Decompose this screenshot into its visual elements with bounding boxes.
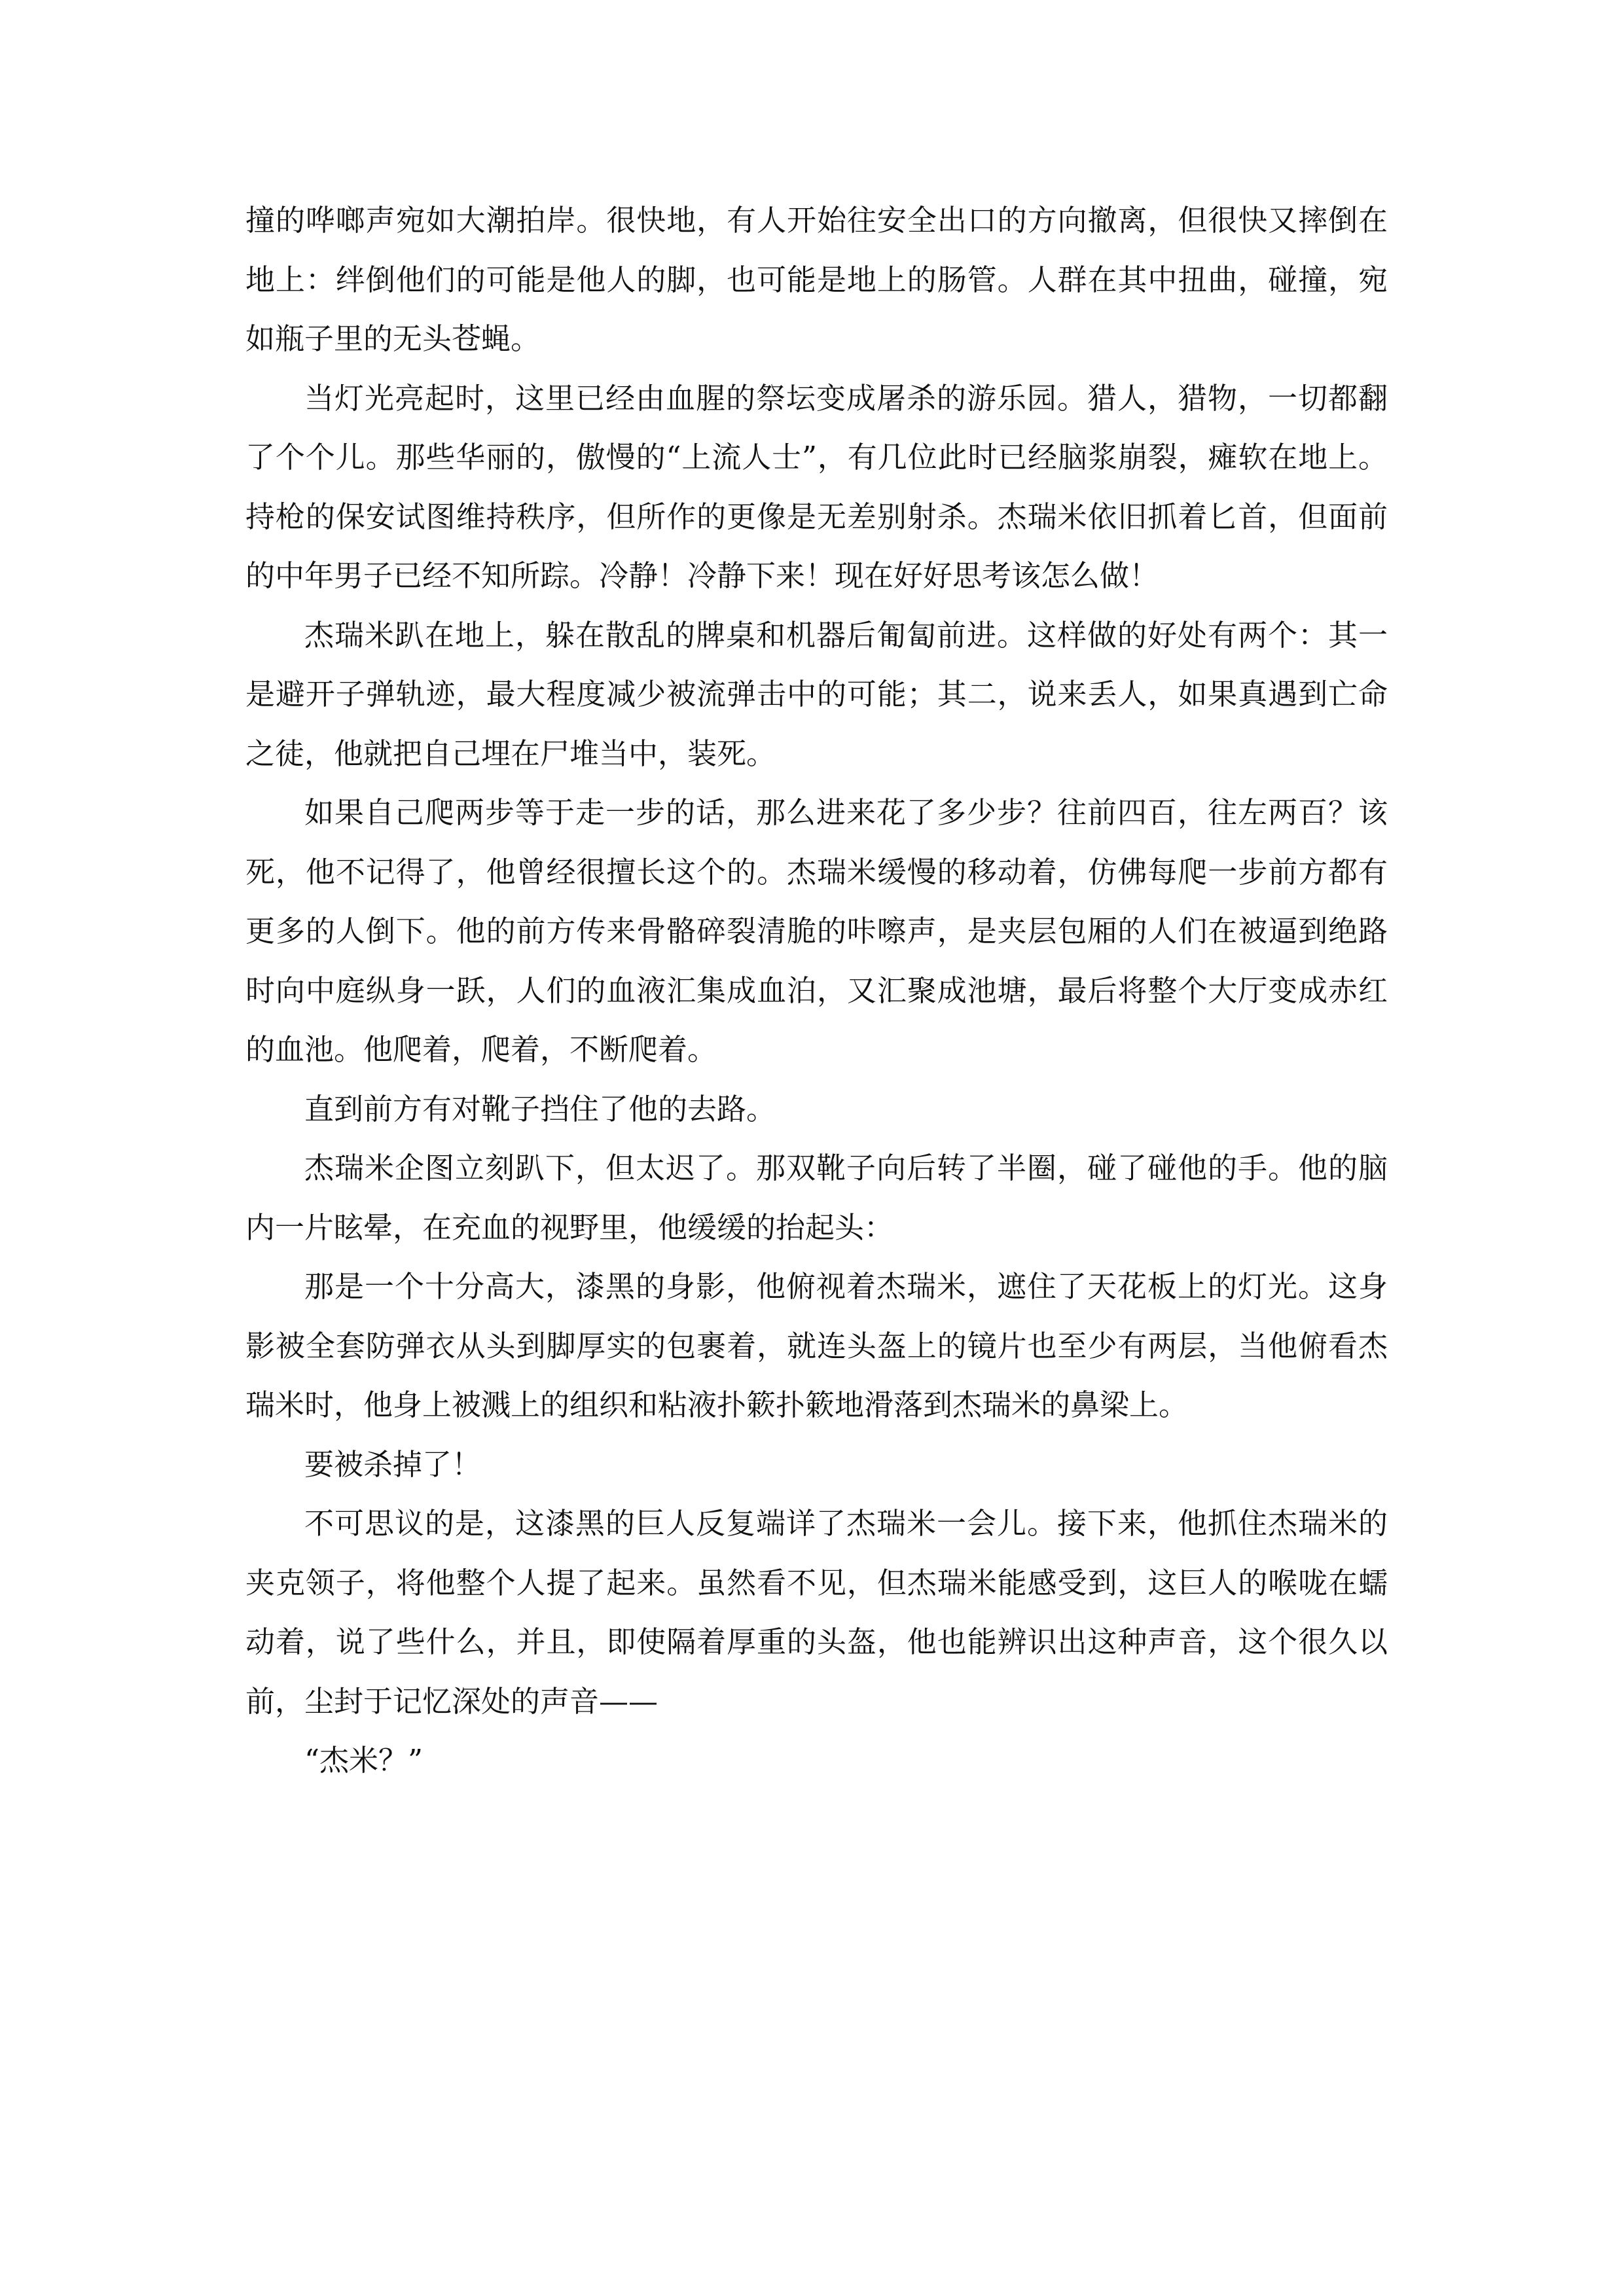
paragraph-3: 杰瑞米趴在地上，躲在散乱的牌桌和机器后匍匐前进。这样做的好处有两个：其一是避开子弹轨迹，最大程度减少被流弹击中的可能；其二，说来丢人，如果真遇到亡命之徒，他就把自己埋在尸堆当中，装死。 [245, 617, 1388, 771]
document-page [245, 191, 1388, 1791]
paragraph-1: 撞的哗啷声宛如大潮拍岸。很快地，有人开始往安全出口的方向撤离，但很快又摔倒在地上：绊倒他们的可能是他人的脚，也可能是地上的肠管。人群在其中扭曲，碰撞，宛如瓶子里的无头苍蝇。 [245, 203, 1388, 356]
paragraph-4: 如果自己爬两步等于走一步的话，那么进来花了多少步？往前四百，往左两百？该死，他不记得了，他曾经很擅长这个的。杰瑞米缓慢的移动着，仿佛每爬一步前方都有更多的人倒下。他的前方传来骨骼碎裂清脆的咔嚓声，是夹层包厢的人们在被逼到绝路时向中庭纵身一跃，人们的血液汇集成血泊，又汇聚成池塘，最后将整个大厅变成赤红的血池。他爬着，爬着，不断爬着。 [245, 795, 1388, 1067]
paragraph-2: 当灯光亮起时，这里已经由血腥的祭坛变成屠杀的游乐园。猎人，猎物，一切都翻了个个儿。那些华丽的，傲慢的“上流人士”，有几位此时已经脑浆崩裂，瘫软在地上。持枪的保安试图维持秩序，但所作的更像是无差别射杀。杰瑞米依旧抓着匕首，但面前的中年男子已经不知所踪。冷静！冷静下来！现在好好思考该怎么做！ [245, 380, 1388, 593]
paragraph-9: 不可思议的是，这漆黑的巨人反复端详了杰瑞米一会儿。接下来，他抓住杰瑞米的夹克领子，将他整个人提了起来。虽然看不见，但杰瑞米能感受到，这巨人的喉咙在蠕动着，说了些什么，并且，即使隔着厚重的头盔，他也能辨识出这种声音，这个很久以前，尘封于记忆深处的声音—— [245, 1506, 1388, 1719]
paragraph-6: 杰瑞米企图立刻趴下，但太迟了。那双靴子向后转了半圈，碰了碰他的手。他的脑内一片眩晕，在充血的视野里，他缓缓的抬起头： [245, 1151, 1388, 1245]
paragraph-5: 直到前方有对靴子挡住了他的去路。 [304, 1091, 776, 1126]
paragraph-10: “杰米？” [304, 1743, 424, 1778]
paragraph-7: 那是一个十分高大，漆黑的身影，他俯视着杰瑞米，遮住了天花板上的灯光。这身影被全套防弹衣从头到脚厚实的包裹着，就连头盔上的镜片也至少有两层，当他俯看杰瑞米时，他身上被溅上的组织和粘液扑簌扑簌地滑落到杰瑞米的鼻梁上。 [245, 1269, 1388, 1422]
paragraph-8: 要被杀掉了！ [304, 1446, 482, 1482]
